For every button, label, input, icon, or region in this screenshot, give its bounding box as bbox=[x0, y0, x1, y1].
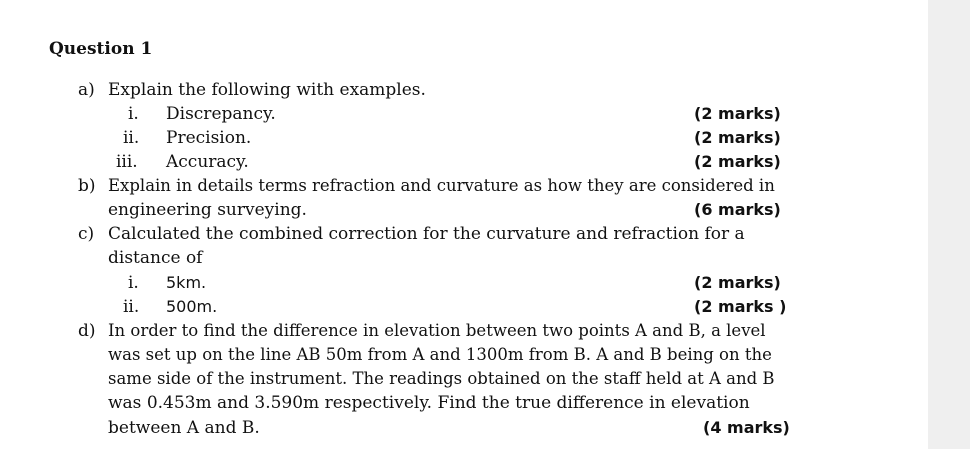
part-d-line-1: In order to find the difference in elevation between two points A and B, a level bbox=[108, 321, 766, 340]
part-a-item-2-marks: (2 marks) bbox=[694, 128, 781, 147]
part-d-line-3: same side of the instrument. The readings obtained on the staff held at A and B bbox=[108, 369, 775, 388]
part-d-marks: (4 marks) bbox=[703, 418, 790, 437]
part-d-label: d) bbox=[78, 321, 96, 341]
right-gray-panel bbox=[928, 0, 970, 449]
part-d-line-5: between A and B. bbox=[108, 418, 260, 438]
part-c-item-1-num: i. bbox=[128, 273, 139, 293]
part-a-item-3-num: iii. bbox=[116, 152, 138, 172]
question-title: Question 1 bbox=[49, 39, 153, 59]
part-a-item-3-marks: (2 marks) bbox=[694, 152, 781, 171]
part-c-item-1-text: 5km. bbox=[166, 273, 207, 292]
part-c-item-2-num: ii. bbox=[123, 297, 140, 317]
part-b-line-2: engineering surveying. bbox=[108, 200, 307, 220]
part-a-item-2-num: ii. bbox=[123, 128, 140, 148]
part-a-item-2-text: Precision. bbox=[166, 128, 252, 148]
part-c-item-2-marks: (2 marks ) bbox=[694, 297, 787, 316]
part-a-item-3-text: Accuracy. bbox=[166, 152, 249, 172]
part-a-text: Explain the following with examples. bbox=[108, 80, 426, 100]
part-a-label: a) bbox=[78, 80, 95, 100]
part-a-item-1-text: Discrepancy. bbox=[166, 104, 276, 124]
part-c-line-1: Calculated the combined correction for the curvature and refraction for a bbox=[108, 224, 745, 244]
part-b-marks: (6 marks) bbox=[694, 200, 781, 219]
part-c-line-2: distance of bbox=[108, 248, 203, 268]
part-c-item-1-marks: (2 marks) bbox=[694, 273, 781, 292]
part-c-item-2-text: 500m. bbox=[166, 297, 218, 316]
part-c-label: c) bbox=[78, 224, 95, 244]
part-a-item-1-num: i. bbox=[128, 104, 139, 124]
part-d-line-4: was 0.453m and 3.590m respectively. Find the true difference in elevation bbox=[108, 393, 750, 413]
part-a-item-1-marks: (2 marks) bbox=[694, 104, 781, 123]
part-b-line-1: Explain in details terms refraction and curvature as how they are considered in bbox=[108, 176, 775, 195]
part-b-label: b) bbox=[78, 176, 96, 196]
part-d-line-2: was set up on the line AB 50m from A and 1300m from B. A and B being on the bbox=[108, 345, 772, 364]
